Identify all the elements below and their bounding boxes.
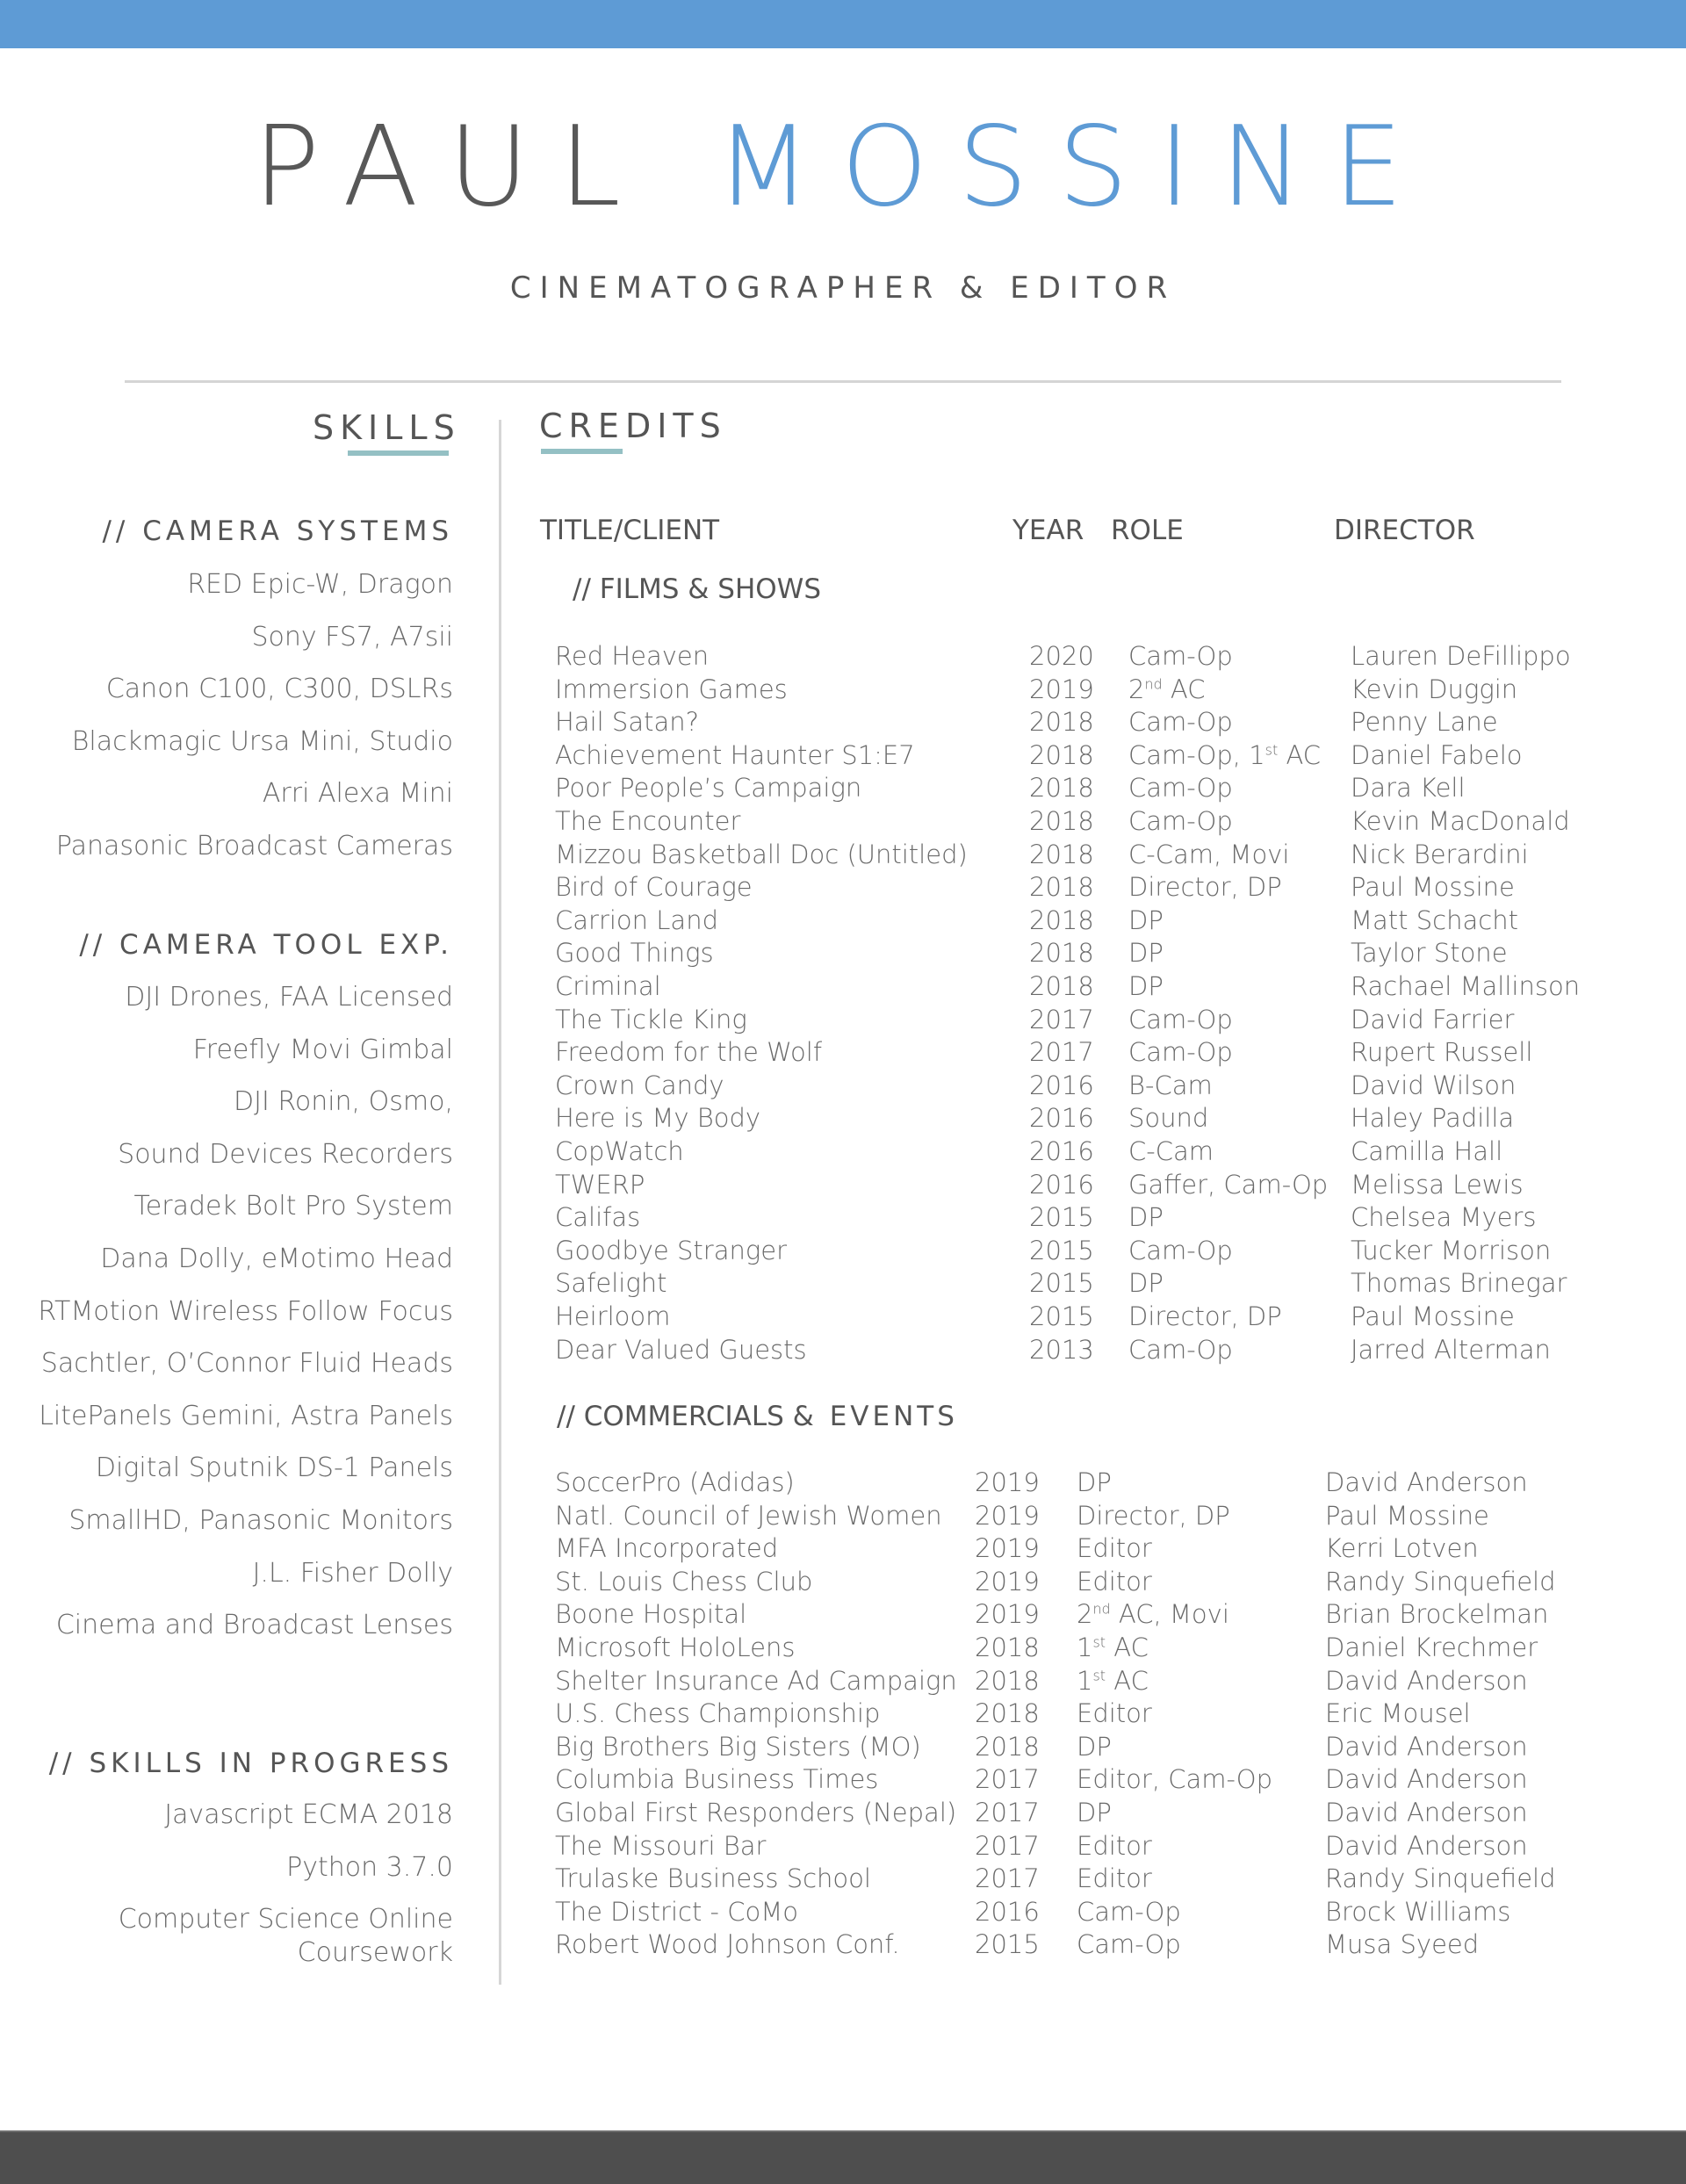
skill-item: Sachtler, O’Connor Fluid Heads	[40, 1348, 453, 1380]
credit-director: David Farrier	[1351, 1004, 1515, 1034]
credit-year: 2019	[975, 1599, 1040, 1630]
credit-role: Cam-Op	[1128, 641, 1233, 671]
credit-year: 2015	[1029, 1268, 1094, 1299]
credit-title: Dear Valued Guests	[555, 1334, 807, 1365]
credit-title: Goodbye Stranger	[555, 1235, 788, 1265]
credit-title: Heirloom	[555, 1301, 671, 1331]
commercials-subheading-suffix: & EVENTS	[792, 1401, 958, 1432]
films-subheading: // FILMS & SHOWS	[573, 573, 822, 605]
credit-row	[0, 1632, 1686, 1664]
credit-row	[0, 739, 1686, 772]
skill-item: RTMotion Wireless Follow Focus	[38, 1295, 453, 1327]
credit-director: Kevin MacDonald	[1351, 806, 1570, 836]
credit-title: The District - CoMo	[555, 1896, 798, 1927]
credit-row	[0, 1863, 1686, 1895]
skill-item: J.L. Fisher Dolly	[252, 1557, 453, 1589]
credit-year: 2017	[975, 1830, 1040, 1861]
credit-role: C-Cam, Movi	[1128, 839, 1290, 869]
credit-director: Tucker Morrison	[1351, 1235, 1552, 1265]
credit-title: SoccerPro (Adidas)	[555, 1467, 795, 1497]
credit-role: DP	[1128, 971, 1164, 1001]
credit-role: Director, DP	[1077, 1500, 1230, 1531]
credit-year: 2018	[1029, 773, 1094, 804]
credit-row	[0, 970, 1686, 1003]
credit-role: 2nd AC	[1128, 674, 1206, 704]
credit-row	[0, 1201, 1686, 1234]
credit-title: Big Brothers Big Sisters (MO)	[555, 1731, 921, 1762]
credit-year: 2019	[975, 1467, 1040, 1497]
credit-director: David Anderson	[1325, 1665, 1528, 1696]
credit-director: Taylor Stone	[1351, 938, 1508, 969]
credit-role: Editor, Cam-Op	[1077, 1764, 1273, 1795]
skills-heading: SKILLS	[313, 408, 461, 447]
credit-director: Rachael Mallinson	[1351, 971, 1581, 1001]
skill-item: Cinema and Broadcast Lenses	[55, 1610, 453, 1641]
credit-row	[0, 1235, 1686, 1267]
credit-row	[0, 1102, 1686, 1135]
credit-row	[0, 1763, 1686, 1796]
credit-row	[0, 674, 1686, 706]
credit-year: 2018	[975, 1698, 1040, 1729]
credit-title: Here is My Body	[555, 1103, 761, 1134]
credit-director: David Anderson	[1325, 1798, 1528, 1827]
skill-item: DJI Drones, FAA Licensed	[125, 982, 453, 1013]
credit-row	[0, 1004, 1686, 1036]
credit-role: Cam-Op	[1128, 1037, 1233, 1068]
credit-row	[0, 772, 1686, 804]
credit-role: Editor	[1077, 1863, 1152, 1894]
credit-director: Brock Williams	[1325, 1896, 1511, 1927]
credit-row	[0, 839, 1686, 871]
credit-director: Kerri Lotven	[1325, 1533, 1479, 1564]
header-divider	[125, 380, 1561, 383]
credit-year: 2016	[1029, 1136, 1094, 1166]
credit-title: Carrion Land	[555, 905, 718, 935]
credit-director: Haley Padilla	[1351, 1103, 1515, 1134]
credit-director: Daniel Fabelo	[1351, 739, 1523, 770]
first-name: PAUL	[253, 102, 651, 231]
credit-title: Safelight	[555, 1268, 667, 1299]
credit-role: 1st AC	[1077, 1665, 1149, 1696]
credit-director: Camilla Hall	[1351, 1136, 1503, 1166]
credit-role: B-Cam	[1128, 1070, 1213, 1100]
credit-row	[0, 1070, 1686, 1102]
credit-year: 2017	[975, 1863, 1040, 1894]
credit-year: 2020	[1029, 641, 1094, 671]
credit-year: 2017	[1029, 1004, 1094, 1034]
credit-title: Poor People’s Campaign	[555, 773, 862, 804]
credit-director: Thomas Brinegar	[1351, 1268, 1567, 1299]
credit-role: Cam-Op	[1128, 1334, 1233, 1365]
credit-year: 2017	[975, 1764, 1040, 1795]
credit-row	[0, 1665, 1686, 1697]
credit-director: Brian Brockelman	[1325, 1599, 1549, 1630]
credit-year: 2017	[1029, 1037, 1094, 1068]
credit-role: DP	[1077, 1731, 1112, 1762]
credit-role: Director, DP	[1128, 872, 1282, 903]
credit-role: DP	[1128, 905, 1164, 935]
commercials-subheading	[557, 1399, 958, 1434]
credit-title: Columbia Business Times	[555, 1764, 879, 1795]
credit-director: Paul Mossine	[1351, 872, 1515, 903]
credit-role: Cam-Op	[1128, 707, 1233, 738]
credit-year: 2018	[1029, 839, 1094, 869]
credit-year: 2015	[1029, 1301, 1094, 1331]
credit-row	[0, 1896, 1686, 1928]
credit-title: Good Things	[555, 938, 714, 969]
top-accent-bar	[0, 0, 1686, 48]
skill-item: Panasonic Broadcast Cameras	[55, 831, 453, 861]
credit-year: 2018	[1029, 739, 1094, 770]
credit-year: 2018	[1029, 938, 1094, 969]
credit-role: Cam-Op	[1077, 1929, 1181, 1960]
credit-row	[0, 1169, 1686, 1201]
credit-title: The Encounter	[555, 806, 741, 836]
skill-item: LitePanels Gemini, Astra Panels	[39, 1400, 453, 1431]
credit-title: MFA Incorporated	[555, 1533, 779, 1564]
credit-year: 2015	[975, 1929, 1040, 1960]
credit-row	[0, 937, 1686, 969]
credit-title: Mizzou Basketball Doc (Untitled)	[555, 839, 968, 869]
credit-role: DP	[1128, 1202, 1164, 1233]
credits-heading: CREDITS	[539, 407, 727, 445]
credit-director: Eric Mousel	[1325, 1698, 1471, 1729]
credit-title: Achievement Haunter S1:E7	[555, 739, 915, 770]
skill-group-title: // CAMERA TOOL EXP.	[79, 929, 453, 961]
credit-year: 2017	[975, 1798, 1040, 1827]
credit-director: David Anderson	[1325, 1764, 1528, 1795]
credit-director: Nick Berardini	[1351, 839, 1529, 869]
credit-row	[0, 1500, 1686, 1532]
credit-year: 2018	[1029, 707, 1094, 738]
credit-row	[0, 1467, 1686, 1499]
credit-role: Editor	[1077, 1830, 1152, 1861]
credit-year: 2018	[975, 1731, 1040, 1762]
credit-row	[0, 1731, 1686, 1763]
column-header-year: YEAR	[1012, 515, 1084, 546]
skill-item: Dana Dolly, eMotimo Head	[100, 1243, 453, 1274]
skill-group-title: // CAMERA SYSTEMS	[102, 515, 453, 547]
credit-year: 2016	[1029, 1169, 1094, 1200]
credit-role: DP	[1128, 938, 1164, 969]
credit-year: 2013	[1029, 1334, 1094, 1365]
credit-title: Shelter Insurance Ad Campaign	[555, 1665, 957, 1696]
credit-director: Paul Mossine	[1325, 1500, 1489, 1531]
credit-year: 2015	[1029, 1202, 1094, 1233]
credit-row	[0, 1036, 1686, 1069]
credit-role: DP	[1077, 1798, 1112, 1827]
credit-role: 2nd AC, Movi	[1077, 1599, 1229, 1630]
credit-row	[0, 706, 1686, 739]
credit-role: C-Cam	[1128, 1136, 1214, 1166]
credit-role: Cam-Op	[1077, 1896, 1181, 1927]
credit-row	[0, 1301, 1686, 1333]
credit-year: 2019	[975, 1533, 1040, 1564]
credit-title: The Missouri Bar	[555, 1830, 767, 1861]
credit-year: 2016	[1029, 1070, 1094, 1100]
credit-row	[0, 1928, 1686, 1961]
credit-role: Gaffer, Cam-Op	[1128, 1169, 1329, 1200]
credit-row	[0, 1797, 1686, 1829]
credit-director: Lauren DeFillippo	[1351, 641, 1571, 671]
column-header-role: ROLE	[1111, 515, 1184, 546]
skill-group-title: // SKILLS IN PROGRESS	[48, 1748, 453, 1779]
job-title: CINEMATOGRAPHER & EDITOR	[509, 270, 1177, 306]
credit-title: Trulaske Business School	[555, 1863, 871, 1894]
bottom-footer-bar	[0, 2130, 1686, 2184]
credit-title: Hail Satan?	[555, 707, 700, 738]
credit-row	[0, 1598, 1686, 1631]
credit-title: Immersion Games	[555, 674, 788, 704]
credit-director: Musa Syeed	[1325, 1929, 1480, 1960]
credit-director: Kevin Duggin	[1351, 674, 1518, 704]
credit-role: Cam-Op	[1128, 773, 1233, 804]
credit-director: Penny Lane	[1351, 707, 1498, 738]
credit-row	[0, 640, 1686, 673]
skill-item: Freefly Movi Gimbal	[192, 1034, 453, 1065]
credit-row	[0, 805, 1686, 838]
last-name: MOSSINE	[715, 102, 1433, 231]
credit-title: U.S. Chess Championship	[555, 1698, 881, 1729]
credit-role: DP	[1128, 1268, 1164, 1299]
credit-director: Jarred Alterman	[1351, 1334, 1551, 1365]
credit-role: Cam-Op	[1128, 1004, 1233, 1034]
credit-title: The Tickle King	[555, 1004, 747, 1034]
skill-item: DJI Ronin, Osmo,	[234, 1086, 453, 1118]
credit-director: Rupert Russell	[1351, 1037, 1533, 1068]
skill-item: RED Epic-W, Dragon	[187, 569, 453, 600]
skill-item: Computer Science Online Coursework	[118, 1904, 453, 1969]
credit-role: Editor	[1077, 1533, 1152, 1564]
credit-role: Cam-Op, 1st AC	[1128, 739, 1322, 770]
skill-item: Canon C100, C300, DSLRs	[105, 674, 453, 705]
credit-director: Melissa Lewis	[1351, 1169, 1524, 1200]
credit-year: 2016	[1029, 1103, 1094, 1134]
credit-year: 2018	[1029, 872, 1094, 903]
credit-row	[0, 1697, 1686, 1730]
skill-item: Digital Sputnik DS-1 Panels	[95, 1452, 453, 1484]
credit-title: Robert Wood Johnson Conf.	[555, 1929, 900, 1960]
skill-item: SmallHD, Panasonic Monitors	[68, 1505, 453, 1536]
credit-year: 2018	[975, 1665, 1040, 1696]
credit-role: Director, DP	[1128, 1301, 1282, 1331]
credits-heading-underline	[541, 449, 623, 454]
credit-title: Global First Responders (Nepal)	[555, 1798, 957, 1827]
credit-title: Boone Hospital	[555, 1599, 747, 1630]
credit-title: Bird of Courage	[555, 872, 753, 903]
credit-director: Chelsea Myers	[1351, 1202, 1537, 1233]
credit-year: 2019	[975, 1500, 1040, 1531]
credit-director: Paul Mossine	[1351, 1301, 1515, 1331]
credit-director: Matt Schacht	[1351, 905, 1518, 935]
credit-year: 2015	[1029, 1235, 1094, 1265]
credit-director: David Anderson	[1325, 1830, 1528, 1861]
credit-title: Freedom for the Wolf	[555, 1037, 823, 1068]
credit-year: 2018	[975, 1633, 1040, 1662]
credit-row	[0, 1267, 1686, 1300]
credit-year: 2018	[1029, 971, 1094, 1001]
credit-title: Red Heaven	[555, 641, 710, 671]
skill-item: Arri Alexa Mini	[262, 778, 453, 810]
credit-row	[0, 1334, 1686, 1366]
credit-title: Criminal	[555, 971, 661, 1001]
credit-role: 1st AC	[1077, 1633, 1149, 1662]
credit-role: DP	[1077, 1467, 1112, 1497]
credit-title: Microsoft HoloLens	[555, 1633, 796, 1662]
credit-title: Califas	[555, 1202, 641, 1233]
resume-name	[0, 102, 1686, 231]
credit-year: 2019	[1029, 674, 1094, 704]
credit-row	[0, 905, 1686, 937]
credit-role: Sound	[1128, 1103, 1209, 1134]
credit-role: Editor	[1077, 1698, 1152, 1729]
column-header-director: DIRECTOR	[1334, 515, 1475, 546]
credit-director: Randy Sinquefield	[1325, 1863, 1556, 1894]
skill-item: Sony FS7, A7sii	[251, 621, 453, 652]
credit-title: Crown Candy	[555, 1070, 724, 1100]
credit-year: 2019	[975, 1566, 1040, 1597]
credit-role: Cam-Op	[1128, 806, 1233, 836]
skill-item: Python 3.7.0	[286, 1851, 453, 1883]
credit-row	[0, 1135, 1686, 1168]
skill-item: Teradek Bolt Pro System	[133, 1191, 453, 1222]
credit-row	[0, 1830, 1686, 1863]
credit-title: CopWatch	[555, 1136, 684, 1166]
credit-title: Natl. Council of Jewish Women	[555, 1500, 942, 1531]
credit-row	[0, 1532, 1686, 1565]
skill-item: Javascript ECMA 2018	[164, 1799, 453, 1830]
credit-director: Dara Kell	[1351, 773, 1466, 804]
credit-row	[0, 1566, 1686, 1598]
credit-role: Cam-Op	[1128, 1235, 1233, 1265]
skill-item: Blackmagic Ursa Mini, Studio	[71, 725, 453, 757]
credit-role: Editor	[1077, 1566, 1152, 1597]
credit-year: 2018	[1029, 905, 1094, 935]
column-header-title: TITLE/CLIENT	[540, 515, 720, 546]
commercials-subheading-prefix: // COMMERCIALS	[557, 1401, 784, 1432]
credit-director: David Anderson	[1325, 1467, 1528, 1497]
credit-title: TWERP	[555, 1169, 645, 1200]
credit-row	[0, 871, 1686, 904]
skills-heading-underline	[348, 450, 449, 456]
skill-item: Sound Devices Recorders	[118, 1138, 453, 1170]
credit-year: 2018	[1029, 806, 1094, 836]
credit-director: David Wilson	[1351, 1070, 1517, 1100]
credit-director: David Anderson	[1325, 1731, 1528, 1762]
credit-title: St. Louis Chess Club	[555, 1566, 813, 1597]
credit-director: Randy Sinquefield	[1325, 1566, 1556, 1597]
credit-year: 2016	[975, 1896, 1040, 1927]
credit-director: Daniel Krechmer	[1325, 1633, 1538, 1662]
